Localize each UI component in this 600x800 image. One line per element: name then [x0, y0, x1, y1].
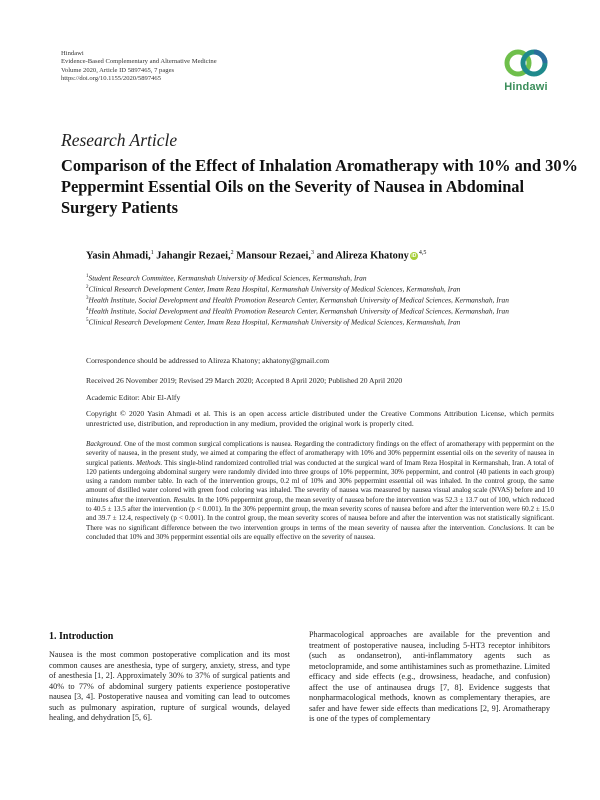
abstract-label-results: Results. — [173, 495, 196, 504]
author-affiliation-ref: 2 — [230, 250, 234, 256]
hindawi-logo-icon — [503, 46, 549, 80]
affiliation-text: Student Research Committee, Kermanshah University of Medical Sciences, Kermanshah, Iran — [88, 273, 367, 283]
abstract-text: In the 10% peppermint group, the mean severity of nausea before the intervention was 52.3 ± 13.7 out of 100, which reduced to 40.5 ± 13.5 after the intervention (p < 0.001). In the 30% peppermint group, the mean severity scores of nausea before and after the intervention were 60.2 ± 15.0 and 39.7 ± 12.4, respectively (p < 0.001). In the control group, the mean severity scores of nausea before and after the intervention was not statistically significant. There was no significant difference between the two intervention groups in terms of the mean severity of nausea after the intervention. — [86, 495, 555, 532]
affiliation-list — [86, 272, 556, 327]
affiliation-item — [86, 272, 556, 283]
affiliation-number: 4 — [86, 307, 89, 313]
affiliation-item — [86, 316, 556, 327]
abstract-label-background: Background. — [86, 440, 123, 448]
abstract-text: One of the most common surgical complications is nausea. Regarding the contradictory findings on the effect of aromatherapy with peppermint on the severity of nausea, in the present study, we aimed at comparing the effect of aromatherapy with 10% and 30% peppermint essential oils on the severity of nausea in surgical patients. — [86, 440, 554, 467]
orcid-icon[interactable]: iD — [411, 253, 417, 260]
publisher-name: Hindawi — [61, 50, 84, 57]
section-heading-introduction: 1. Introduction — [49, 631, 114, 642]
affiliation-text: Health Institute, Social Development and Health Promotion Research Center, Kermanshah University of Medical Sciences, Kermanshah, Iran — [88, 306, 509, 316]
abstract — [86, 440, 554, 542]
article-title: Comparison of the Effect of Inhalation Aromatherapy with 10% and 30% Peppermint Essential Oils on the Severity of Nausea in Abdominal Surgery Patients — [61, 156, 578, 217]
author-name[interactable]: Yasin Ahmadi, — [86, 250, 151, 262]
author-name[interactable]: Jahangir Rezaei, — [156, 250, 231, 262]
author-name[interactable]: and Alireza Khatony — [316, 250, 409, 262]
body-text-right-column: Pharmacological approaches are available for the prevention and treatment of postoperative nausea, including 5-HT3 receptor inhibitors (such as ondansetron), anti-inflammatory agents such as metoclopramide, and some antihistamines such as promethazine. Limited efficacy and side effects (e.g., drowsiness, headache, and confusion) affect the use of antinausea drugs [7, 8]. Evidence suggests that nonpharmacological methods, known as complementary therapies, are safer and have fewer side effects than medications [2, 9]. Aromatherapy is one of the types of complementary — [309, 630, 550, 723]
dates-line: Received 26 November 2019; Revised 29 March 2020; Accepted 8 April 2020; Published 20 April 2020 — [86, 376, 403, 385]
abstract-label-conclusions: Conclusions. — [488, 523, 526, 532]
correspondence-line: Correspondence should be addressed to Alireza Khatony; akhatony@gmail.com — [86, 356, 330, 365]
hindawi-logo — [497, 46, 555, 93]
affiliation-item — [86, 294, 556, 305]
affiliation-item — [86, 283, 556, 294]
affiliation-text: Clinical Research Development Center, Imam Reza Hospital, Kermanshah University of Medical Sciences, Kermanshah, Iran — [88, 284, 461, 294]
academic-editor: Academic Editor: Abir El-Alfy — [86, 393, 181, 402]
affiliation-text: Health Institute, Social Development and Health Promotion Research Center, Kermanshah University of Medical Sciences, Kermanshah, Iran — [88, 295, 509, 305]
affiliation-number: 1 — [86, 274, 89, 279]
abstract-text: This single-blind randomized controlled trial was conducted at the surgical ward of Imam Reza Hospital in Kermanshah, Iran. A total of 120 patients undergoing abdominal surgery were randomly divided into three groups of 10% peppermint, 30% peppermint, and control (40 patients in each group) using a random number table. In each of the intervention groups, 0.2 ml of 10% and 30% peppermint essential oil was inhaled. In the control group, the same amount of distilled water colored with green food coloring was inhaled. The severity of nausea was measured by nausea visual analog scale (NVAS) before and 10 minutes after the intervention. — [86, 458, 554, 504]
author-list — [86, 250, 426, 261]
logo-wordmark: Hindawi — [504, 81, 548, 93]
author-affiliation-ref: 3 — [311, 250, 315, 256]
journal-header — [61, 50, 217, 84]
doi-link[interactable]: https://doi.org/10.1155/2020/5897465 — [61, 75, 162, 83]
author-affiliation-ref: 4,5 — [418, 250, 427, 256]
author-affiliation-ref: 1 — [150, 250, 154, 256]
affiliation-number: 5 — [86, 318, 89, 324]
body-text-left-column: Nausea is the most common postoperative complication and its most common causes are anesthesia, type of surgery, anxiety, stress, and type of anesthesia [1, 2]. Approximately 30% to 37% of surgical patients and 40% to 77% of abdominal surgery patients experience postoperative nausea [3, 4]. Postoperative nausea and vomiting can lead to outcomes such as pulmonary aspiration, rupture of surgical wounds, delayed healing, and dehydration [5, 6]. — [49, 650, 290, 722]
abstract-text: It can be concluded that 10% and 30% peppermint essential oils are equally effective on the severity of nausea. — [86, 523, 554, 541]
journal-name: Evidence-Based Complementary and Alternative Medicine — [61, 58, 217, 66]
article-type: Research Article — [61, 130, 178, 150]
copyright-notice: Copyright © 2020 Yasin Ahmadi et al. This is an open access article distributed under the Creative Commons Attribution License, which permits unrestricted use, distribution, and reproduction in any medium, provided the original work is properly cited. — [86, 409, 554, 428]
volume-info: Volume 2020, Article ID 5897465, 7 pages — [61, 66, 175, 74]
abstract-label-methods: Methods. — [136, 458, 163, 467]
affiliation-number: 3 — [86, 296, 89, 302]
author-name[interactable]: Mansour Rezaei, — [236, 250, 312, 262]
affiliation-number: 2 — [86, 285, 89, 291]
affiliation-text: Clinical Research Development Center, Imam Reza Hospital, Kermanshah University of Medical Sciences, Kermanshah, Iran — [88, 317, 461, 327]
affiliation-item — [86, 305, 556, 316]
